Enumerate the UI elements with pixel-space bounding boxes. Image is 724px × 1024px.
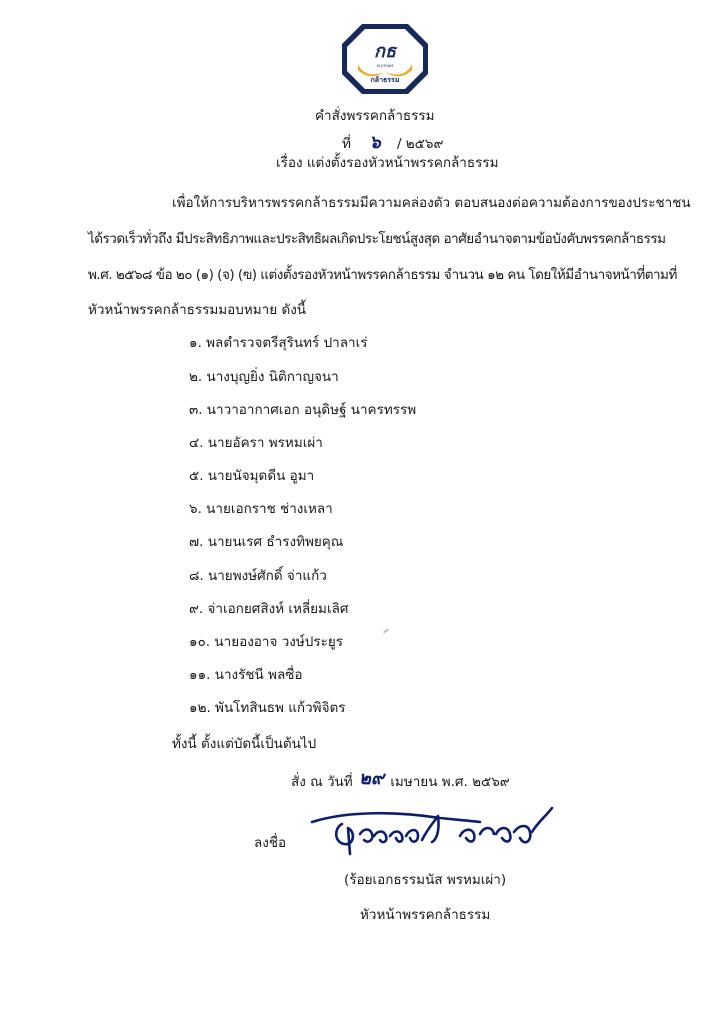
appointee-item: ๑๐. นายองอาจ วงษ์ประยูร	[189, 634, 344, 650]
appointee-item: ๙. จ่าเอกยศสิงห์ เหลี่ยมเลิศ	[189, 601, 349, 617]
signature-label: ลงชื่อ	[254, 835, 287, 851]
body-line: ได้รวดเร็วทั่วถึง มีประสิทธิภาพและประสิทธิผลเกิดประโยชน์สูงสุด อาศัยอำนาจตามข้อบังคับพรรคกล้าธรรม	[88, 231, 666, 247]
appointee-item: ๒. นางบุญยิ่ง นิติกาญจนา	[189, 369, 339, 385]
order-number-prefix: ที่	[342, 136, 351, 152]
logo-small-text: KLATHAM	[376, 64, 394, 68]
body-line: พ.ศ. ๒๕๖๘ ข้อ ๒๐ (๑) (จ) (ฃ) แต่งตั้งรองหัวหน้าพรรคกล้าธรรม จำนวน ๑๒ คน โดยให้มีอำนาจหน้าที่ตามที่	[88, 267, 677, 283]
appointee-item: ๖. นายเอกราช ช่างเหลา	[189, 501, 333, 517]
signer-title: หัวหน้าพรรคกล้าธรรม	[360, 907, 491, 923]
body-line: เพื่อให้การบริหารพรรคกล้าธรรมมีความคล่องตัว ตอบสนองต่อความต้องการของประชาชน	[172, 195, 691, 211]
appointee-item: ๑. พลตำรวจตรีสุรินทร์ ปาลาเร่	[189, 335, 368, 351]
order-title: คำสั่งพรรคกล้าธรรม	[315, 108, 435, 124]
signer-name: (ร้อยเอกธรรมนัส พรหมเผ่า)	[344, 872, 507, 888]
appointee-item: ๑๒. พันโทสินธพ แก้วพิจิตร	[189, 700, 346, 716]
party-logo	[340, 22, 430, 96]
effective-statement: ทั้งนี้ ตั้งแต่บัดนี้เป็นต้นไป	[172, 736, 317, 752]
stray-mark	[383, 628, 389, 633]
appointee-item: ๘. นายพงษ์ศักดิ์ จ่าแก้ว	[189, 568, 327, 584]
handwritten-signature	[310, 802, 560, 860]
appointee-item: ๗. นายนเรศ ธำรงทิพยคุณ	[189, 534, 344, 550]
order-date-prefix: สั่ง ณ วันที่	[291, 774, 353, 790]
logo-name: กล้าธรรม	[370, 76, 400, 84]
order-date-suffix: เมษายน พ.ศ. ๒๕๖๙	[390, 774, 510, 790]
order-date	[291, 765, 510, 794]
order-number-handwritten: ๖	[369, 132, 381, 153]
body-line: หัวหน้าพรรคกล้าธรรมมอบหมาย ดังนี้	[88, 302, 307, 318]
appointee-item: ๑๑. นางรัชนี พลซื่อ	[189, 667, 303, 683]
appointee-item: ๕. นายนัจมุดดีน อูมา	[189, 468, 315, 484]
appointee-item: ๓. นาวาอากาศเอก อนุดิษฐ์ นาครทรรพ	[189, 402, 417, 418]
order-date-day-handwritten: ๒๙	[358, 768, 385, 789]
logo-initials: กธ	[374, 41, 396, 62]
order-number-suffix: / ๒๕๖๙	[396, 136, 444, 152]
appointee-item: ๔. นายอัครา พรหมเผ่า	[189, 435, 323, 451]
order-subject: เรื่อง แต่งตั้งรองหัวหน้าพรรคกล้าธรรม	[276, 155, 499, 171]
